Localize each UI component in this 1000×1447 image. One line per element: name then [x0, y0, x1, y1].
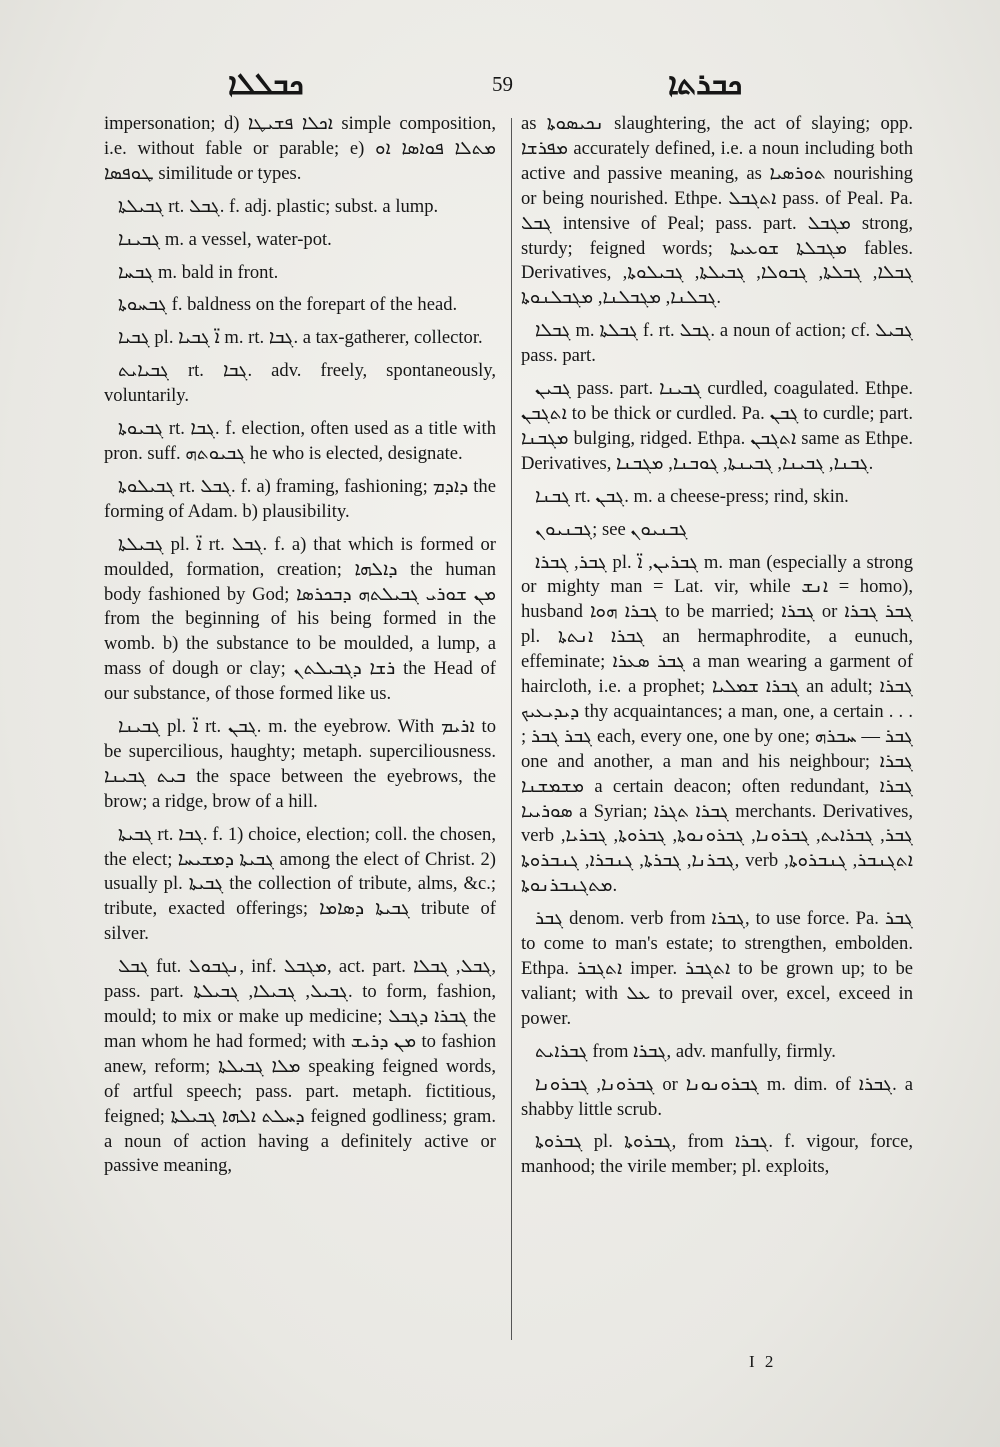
entry-text: ܓܒܝܐ pl. ܐ̈ ܓܒܝܐ m. rt. ܓܒܐ. a tax-gatherer, collector. [118, 327, 483, 349]
column-divider [511, 118, 512, 1340]
page-number: 59 [492, 72, 513, 96]
signature-mark: I 2 [749, 1352, 777, 1371]
entry-text: ܓܒܝܢ pass. part. ܓܒܝܢܐ curdled, coagulated. Ethpe. ܐܬܓܒܢ to be thick or curdled. Pa. ܓܒܢ to curdle; part. ܡܓܒܢܐ bulging, ridged. Ethpa. ܐܬܓܒܢ same as Ethpe. Derivatives, ܓܒܢܐ, ܓܒܝܢܐ, ܓܒܝܢܬܐ, ܓܘܒܢܐ, ܡܓܒܢܐ. [521, 378, 914, 474]
entry-text: ܓܒܠܐ m. ܓܒܠܬܐ f. rt. ܓܒܠ. a noun of action; cf. ܓܒܝܠ pass. part. [521, 320, 913, 367]
entry-text: ܓܒܚܘܬܐ f. baldness on the forepart of the head. [118, 294, 458, 316]
entry-text: ܓܒܝܠܘܬܐ rt. ܓܒܠ. f. a) framing, fashioning; ܕܐܕܡ the forming of Adam. b) plausibility. [104, 475, 496, 522]
entry-text: ܓܒܢܝܘܢ; see ܓܒܢܝܘܢ [535, 518, 688, 540]
left-column [104, 112, 496, 1187]
running-head-right: ܟܒܪܬܐ [668, 68, 743, 101]
entry-text: ܓܒܪܐܝܬ from ܓܒܪܐ, adv. manfully, firmly. [535, 1040, 836, 1062]
entry-text: ܓܒܪ, ܓܒܪܐ pl. ܓܒܪܝܢ, ܐ̈ m. man (especially a strong or mighty man = Lat. vir, while ܐܢܫ = homo), husband ܓܒܪܐ ܗܘܐ to be married; ܓܒܪܐ or ܓܒܪ ܓܒܪܐ pl. ܓܒܪܐ ܐܢܬܬܐ an hermaphrodite, a eunuch, effeminate; ܓܒܪ ܣܥܪܐ a man wearing a garment of haircloth, i.e. a prophet; ܓܒܪܐ ܫܡܠܝܐ an adult; ܓܒܪܐ ܕܝܕܝܥܝܟ thy acquaintances; a man, one, a certain . . . ; ܓܒܪ ܓܒܪ each, every one, one by one; ܓܒܪ — ܚܒܪܗ one and another, a man and his neighbour; ܓܒܪܐ ܡܫܡܫܢܐ a certain deacon; often redundant, ܓܒܪܐ ܣܘܪܝܝܐ a Syrian; ܓܒܪܐ ܬܓܪܐ merchants. Derivatives, verb ܓܒܪ, ܓܒܪܐܝܬ, ܓܒܪܘܢܐ, ܓܒܪܘܢܘܬܐ, ܓܒܪܘܬܐ, ܓܒܪܝܐ, ܓܒܪܢܐ, ܓܒܪܬܐ, ܓܢܒܪܐ, ܓܢܒܪܘܬܐ, verb ܐܬܓܢܒܪ, ܓܢܒܪܘܬܐ, ܡܬܓܢܒܪܢܘܬܐ. [521, 551, 914, 897]
entry-text: ܓܒܝܢܐ m. a vessel, water-pot. [118, 228, 332, 250]
entry-text: ܓܒܝܐܝܬ rt. ܓܒܐ. adv. freely, spontaneously, voluntarily. [104, 360, 496, 407]
entry-text: impersonation; d) ܐܟܠܐ ܦܫܝܛܐ simple composition, i.e. without fable or parable; e) ܡܬܠܐ ܦܘܐܣܐ ܐܘ ܛܘܦܣܐ similitude or types. [104, 113, 496, 184]
right-column [521, 112, 913, 1188]
entry-text: ܓܒܝܘܬܐ rt. ܓܒܐ. f. election, often used as a title with pron. suff. ܓܒܝܘܬܗ he who is elected, designate. [104, 418, 496, 464]
entry-text: ܓܒܝܬܐ rt. ܓܒܐ. f. 1) choice, election; coll. the chosen, the elect; ܓܒܝܬܐ ܕܡܫܝܚܐ among the elect of Christ. 2) usually pl. ܓܒܝܬܐ the collection of tribute, alms, &c.; tribute, exacted offerings; ܓܒܝܬܐ ܕܣܐܡܐ tribute of silver. [104, 823, 497, 945]
entry-text: ܓܒܚܐ m. bald in front. [118, 261, 279, 283]
entry-text: as ܢܟܝܣܘܬܐ slaughtering, the act of slaying; opp. ܡܦܪܫܐ accurately defined, i.e. a noun including both active and passive meaning, as ܬܘܪܣܝܐ nourishing or being nourished. Ethpe. ܐܬܓܒܠ pass. of Peal. Pa. ܓܒܠ intensive of Peal; pass. part. ܡܓܒܠ strong, sturdy; feigned words; ܡܓܒܠܬܐ ܫܘܥܝܬܐ fables. Derivatives, ܓܒܠܐ, ܓܒܠܬܐ, ܓܒܘܠܐ, ܓܒܝܠܬܐ, ܓܒܝܠܘܬܐ, ܓܒܠܢܐ, ܡܓܒܠܢܐ, ܡܓܒܠܢܘܬܐ. [521, 113, 914, 309]
entry-text: ܓܒܪ denom. verb from ܓܒܪܐ, to use force. Pa. ܓܒܪ to come to man's estate; to strengthen, embolden. Ethpa. ܐܬܓܒܪ imper. ܐܬܓܒܪ to be grown up; to be valiant; with ܥܠ to prevail over, excel, exceed in power. [521, 908, 914, 1029]
entry-text: ܓܒܢܐ rt. ܓܒܢ. m. a cheese-press; rind, skin. [535, 485, 849, 507]
entry-text: ܓܒܝܢܐ pl. ܐ̈ rt. ܓܒܢ. m. the eyebrow. With ܐܪܝܡ to be supercilious, haughty; metaph. superciliousness. ܒܝܬ ܓܒܝܢܐ the space between the eyebrows, the brow; a ridge, brow of a hill. [104, 716, 496, 812]
entry-text: ܓܒܠ fut. ܢܓܒܘܠ, inf. ܡܓܒܠ, act. part. ܓܒܠ, ܓܒܠܐ, pass. part. ܓܒܝܠ, ܓܒܝܠܐ, ܓܒܝܠܬܐ. to form, fashion, mould; to mix or make up medicine; ܓܒܪܐ ܕܓܒܠ the man whom he had formed; with ܡܢ ܕܪܝܫ to fashion anew, reform; ܡܠܐ ܓܒܝܠܬܐ speaking feigned words, of artful speech; pass. part. metaph. fictitious, feigned; ܕܚܠܬ ܐܠܗܐ ܓܒܝܠܬܐ feigned godliness; gram. a noun of action having a definitely active or passive meaning, [104, 956, 497, 1177]
entry-text: ܓܒܪܘܢܐ, ܓܒܪܘܢܐ or ܓܒܪܘܢܘܢܐ m. dim. of ܓܒܪܐ. a shabby little scrub. [521, 1073, 913, 1120]
entry-text: ܓܒܝܠܬܐ pl. ܐ̈ rt. ܓܒܠ. f. a) that which is formed or moulded, formation, creation; ܕܐܠܗܐ the human body fashioned by God; ܡܢ ܫܘܪܝ ܓܒܝܠܬܗ ܕܒܟܪܣܐ from the beginning of his being formed in the womb. b) the substance to be moulded, a lump, a mass of dough or clay; ܪܫܐ ܕܓܒܝܠܬܢ the Head of our substance, of those formed like us. [104, 533, 496, 705]
running-head-left: ܟܒܠܠܐ [228, 68, 304, 101]
entry-text: ܓܒܝܠܬܐ rt. ܓܒܠ. f. adj. plastic; subst. a lump. [118, 195, 439, 217]
entry-text: ܓܒܪܘܬܐ pl. ܓܒܪܘܬܐ, from ܓܒܪܐ. f. vigour, force, manhood; the virile member; pl. exploits, [521, 1131, 913, 1178]
